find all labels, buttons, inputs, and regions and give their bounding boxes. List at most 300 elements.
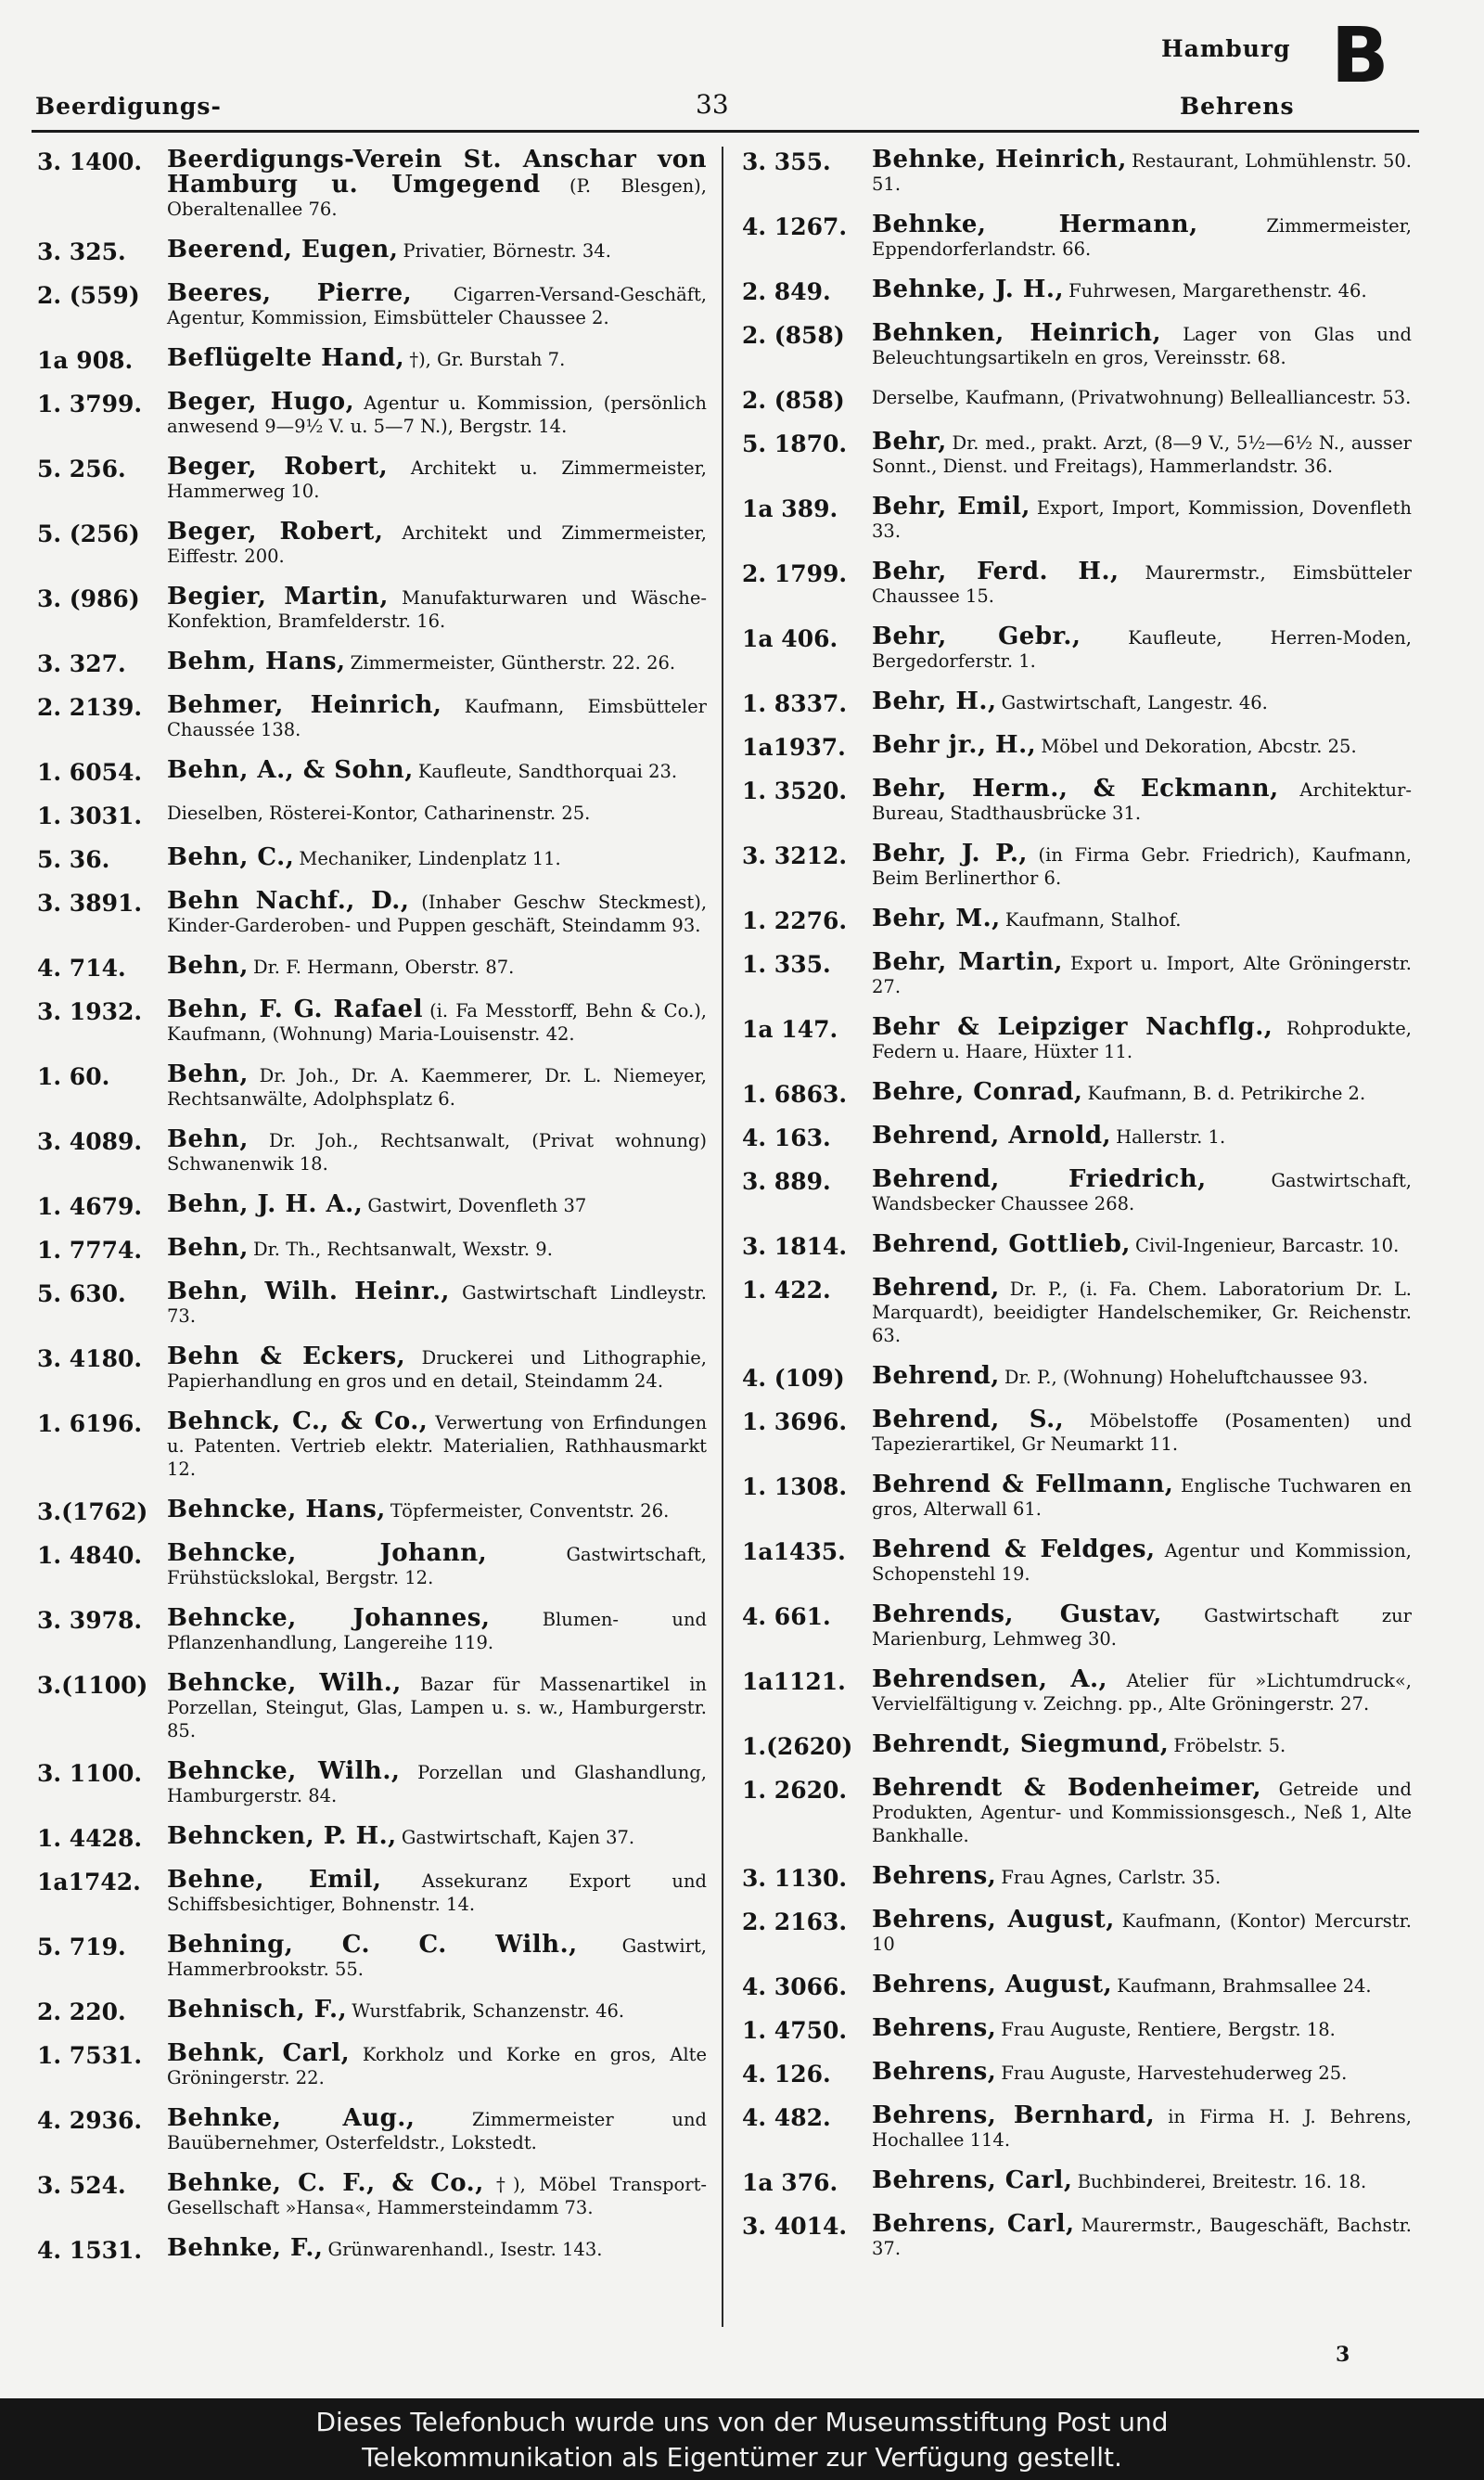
subscriber-details: Porzellan und Glashandlung, Hamburgerstr. 84. [167,1762,707,1806]
directory-entry [37,344,707,374]
entry-body [167,756,707,784]
subscriber-details: Gastwirtschaft, Langestr. 46. [1001,692,1268,713]
running-head-city: Hamburg [1161,35,1291,62]
subscriber-name: Behncke, Johannes, [167,1604,491,1632]
entry-body [167,2234,707,2262]
exchange-number: 3. 524. [37,2172,126,2199]
subscriber-details: Dieselben, Rösterei-Kontor, Catharinenstr. 25. [167,803,591,824]
directory-entry [742,2101,1412,2152]
directory-entry [742,625,1412,674]
entry-body [872,777,1412,826]
directory-entry [37,2039,707,2090]
subscriber-details: Cigarren-Versand-Geschäft, Agentur, Kommission, Eimsbütteler Chaussee 2. [167,284,707,328]
subscriber-details: Rohprodukte, Federn u. Haare, Hüxter 11. [872,1018,1412,1062]
entry-body [872,1730,1412,1758]
directory-entry [37,1345,707,1394]
subscriber-details: Architekt u. Zimmermeister, Hammerweg 10. [167,457,707,502]
subscriber-details: Atelier für »Lichtumdruck«, Vervielfältigung v. Zeichng. pp., Alte Gröningerstr. 27. [872,1670,1412,1715]
directory-entry [742,1774,1412,1848]
exchange-number: 3. (986) [37,585,140,612]
entry-body [872,687,1412,715]
subscriber-details: Zimmermeister, Güntherstr. 22. 26. [350,652,676,674]
footer-line-1: Dieses Telefonbuch wurde uns von der Museumsstiftung Post und [315,2407,1169,2437]
right-column [742,148,1412,2261]
subscriber-name: Behnk, Carl, [167,2039,351,2067]
directory-entry [742,777,1412,826]
entry-body [872,1600,1412,1651]
page-number: 33 [696,89,729,120]
subscriber-name: Behnke, F., [167,2234,324,2262]
subscriber-details: Dr. Th., Rechtsanwalt, Wexstr. 9. [252,1239,553,1260]
entry-body [167,803,707,826]
exchange-number: 1. 7774. [37,1237,143,1264]
entry-body [167,843,707,871]
exchange-number: 1. 422. [742,1277,831,1304]
directory-entry [37,238,707,265]
directory-entry [37,1498,707,1525]
directory-entry [37,843,707,873]
subscriber-name: Behrend, S., [872,1406,1065,1433]
directory-entry [37,1757,707,1808]
directory-entry [742,2058,1412,2088]
left-column [37,148,707,2264]
subscriber-name: Behrendsen, A., [872,1665,1108,1693]
entry-body [872,1862,1412,1890]
entry-body [167,344,707,372]
subscriber-name: Behr jr., H., [872,731,1037,759]
running-head-right: Behrens [1180,93,1295,120]
entry-body [872,1078,1412,1106]
directory-entry [37,1866,707,1917]
exchange-number: 1. 335. [742,951,831,978]
subscriber-name: Behncken, P. H., [167,1822,397,1850]
subscriber-details: Hallerstr. 1. [1116,1126,1226,1148]
subscriber-name: Behr, Herm., & Eckmann, [872,775,1279,803]
directory-entry [37,1060,707,1112]
directory-entry [37,520,707,569]
subscriber-details: Assekuranz Export und Schiffsbesichtiger, Bohnenstr. 14. [167,1870,707,1915]
subscriber-details: Wurstfabrik, Schanzenstr. 46. [352,2000,625,2022]
exchange-number: 4. (109) [742,1365,845,1392]
entry-body [872,1230,1412,1258]
directory-entry [37,691,707,742]
directory-entry [37,887,708,938]
subscriber-name: Behn, Wilh. Heinr., [167,1278,450,1305]
subscriber-name: Beflügelte Hand, [167,344,405,372]
directory-entry [37,1669,707,1743]
directory-entry [37,1190,707,1220]
subscriber-details: (in Firma Gebr. Friedrich), Kaufmann, Beim Berlinerthor 6. [872,844,1412,889]
subscriber-name: Begier, Martin, [167,583,389,610]
directory-entry [742,1600,1412,1651]
subscriber-details: Fuhrwesen, Margarethenstr. 46. [1068,280,1367,302]
subscriber-details: Kaufleute, Sandthorquai 23. [417,761,678,782]
directory-entry [742,2210,1412,2261]
exchange-number: 1. 1308. [742,1473,848,1500]
entry-body [167,1604,708,1655]
subscriber-details: Blumen- und Pflanzenhandlung, Langereihe 119. [167,1609,708,1653]
exchange-number: 1. 3031. [37,803,143,829]
entry-body [167,1125,707,1176]
subscriber-details: Druckerei und Lithographie, Papierhandlung en gros und en detail, Steindamm 24. [167,1347,707,1392]
subscriber-name: Behrens, [872,2014,997,2042]
exchange-number: 1. 2276. [742,907,848,934]
subscriber-name: Behr, J. P., [872,840,1028,867]
entry-body [872,1124,1412,1150]
exchange-number: 3. 355. [742,148,831,175]
subscriber-name: Behrends, Gustav, [872,1600,1162,1628]
entry-body [167,279,707,330]
subscriber-name: Beger, Hugo, [167,388,355,416]
entry-body [167,388,707,439]
exchange-number: 3. 1932. [37,998,143,1025]
exchange-number: 3. 1400. [37,148,143,175]
subscriber-details: Zimmermeister und Bauübernehmer, Osterfeldstr., Lokstedt. [167,2109,707,2153]
column-divider [722,147,723,2327]
exchange-number: 5. 256. [37,456,126,482]
entry-body [167,1498,707,1523]
subscriber-details: Dr. med., prakt. Arzt, (8—9 V., 5½—6½ N., ausser Sonnt., Dienst. und Freitags), Hammerlandstr. 36. [872,432,1412,477]
exchange-number: 1. 6863. [742,1081,848,1108]
entry-body [872,2058,1412,2086]
subscriber-details: Kaufmann, Stalhof. [1004,909,1182,931]
entry-body [167,1757,707,1808]
subscriber-details: Gastwirtschaft zur Marienburg, Lehmweg 30. [872,1605,1412,1650]
exchange-number: 3. 1100. [37,1760,143,1787]
directory-entry [742,1973,1412,2000]
exchange-number: 1.(2620) [742,1733,853,1760]
exchange-number: 4. 1531. [37,2237,143,2264]
directory-entry [742,1408,1412,1457]
subscriber-name: Behrend & Fellmann, [872,1471,1174,1498]
subscriber-name: Behnck, C., & Co., [167,1407,429,1435]
subscriber-name: Behnke, C. F., & Co., [167,2169,484,2197]
subscriber-details: Mechaniker, Lindenplatz 11. [299,848,561,869]
subscriber-details: Frau Auguste, Rentiere, Bergstr. 18. [1001,2019,1336,2040]
subscriber-details: Export, Import, Kommission, Dovenfleth 33. [872,497,1412,542]
subscriber-name: Behn, C., [167,843,295,871]
subscriber-name: Behrens, Bernhard, [872,2101,1156,2129]
entry-body [872,495,1412,544]
footer-line-2: Telekommunikation als Eigentümer zur Verfügung gestellt. [362,2442,1122,2473]
directory-entry [742,213,1412,262]
directory-entry [37,952,707,982]
directory-entry [742,1078,1412,1108]
subscriber-name: Beeres, Pierre, [167,279,413,307]
directory-entry [37,585,707,634]
entry-body [167,1234,707,1262]
exchange-number: 5. 1870. [742,430,848,457]
exchange-number: 1a 406. [742,625,838,652]
entry-body [872,2101,1412,2152]
subscriber-name: Behm, Hans, [167,648,346,675]
exchange-number: 1. 3520. [742,777,848,804]
corner-number: 3 [1336,2343,1350,2367]
subscriber-name: Behrens, August, [872,1906,1115,1934]
subscriber-name: Behn Nachf., D., [167,887,410,915]
entry-body [167,650,707,675]
entry-body [872,2166,1412,2194]
subscriber-details: Bazar für Massenartikel in Porzellan, Steingut, Glas, Lampen u. s. w., Hamburgerstr. 85. [167,1674,707,1741]
footer-notice [0,2398,1484,2480]
subscriber-name: Behrend, Gottlieb, [872,1230,1131,1258]
subscriber-name: Beerend, Eugen, [167,236,399,263]
exchange-number: 1a 908. [37,347,134,374]
subscriber-name: Behn, [167,952,249,980]
subscriber-name: Behncke, Johann, [167,1539,488,1567]
exchange-number: 2. 2163. [742,1908,848,1935]
entry-body [872,907,1412,932]
subscriber-details: Gastwirt, Hammerbrookstr. 55. [167,1935,707,1980]
directory-entry [742,1665,1412,1716]
entry-body [872,1774,1412,1848]
subscriber-name: Behr, Gebr., [872,623,1081,650]
subscriber-name: Behn, J. H. A., [167,1190,364,1218]
subscriber-details: Export u. Import, Alte Gröningerstr. 27. [872,953,1412,997]
subscriber-name: Behrens, Carl, [872,2210,1075,2238]
subscriber-name: Behmer, Heinrich, [167,691,442,719]
subscriber-details: Verwertung von Erfindungen u. Patenten. Vertrieb elektr. Materialien, Rathhausmarkt 12. [167,1412,707,1480]
subscriber-name: Behrens, Carl, [872,2166,1073,2194]
subscriber-details: Agentur u. Kommission, (persönlich anwesend 9—9½ V. u. 5—7 N.), Bergstr. 14. [167,392,707,437]
exchange-number: 1. 4428. [37,1825,143,1852]
exchange-number: 3. 1130. [742,1865,848,1892]
subscriber-name: Behrens, August, [872,1971,1113,1998]
subscriber-details: Architekt und Zimmermeister, Eiffestr. 200. [167,522,707,567]
directory-entry [742,1230,1412,1260]
directory-entry [742,1362,1412,1392]
subscriber-name: Behr & Leipziger Nachflg., [872,1013,1273,1041]
exchange-number: 1a 376. [742,2169,838,2196]
exchange-number: 2. 220. [37,1998,126,2025]
subscriber-name: Behnke, Hermann, [872,211,1198,238]
subscriber-name: Behn, [167,1060,249,1088]
exchange-number: 5. 36. [37,846,110,873]
subscriber-name: Behne, Emil, [167,1866,382,1894]
subscriber-details: Möbelstoffe (Posamenten) und Tapezierartikel, Gr Neumarkt 11. [872,1410,1412,1455]
subscriber-name: Behr, H., [872,687,997,715]
entry-body [167,2169,707,2220]
entry-body [167,1669,707,1743]
subscriber-details: Privatier, Börnestr. 34. [403,240,611,262]
entry-body [872,213,1412,262]
directory-entry [37,388,707,439]
subscriber-details: Zimmermeister, Eppendorferlandstr. 66. [872,215,1412,260]
subscriber-details: Manufakturwaren und Wäsche-Konfektion, Bramfelderstr. 16. [167,587,707,632]
entry-body [872,1013,1412,1064]
entry-body [872,430,1412,479]
entry-body [872,1538,1412,1587]
entry-body [167,2104,707,2155]
entry-body [872,2014,1412,2042]
directory-entry [37,1280,707,1329]
subscriber-details: Maurermstr., Baugeschäft, Bachstr. 37. [872,2215,1412,2259]
exchange-number: 1a1121. [742,1668,846,1695]
subscriber-name: Behn & Eckers, [167,1343,406,1370]
entry-body [872,1908,1412,1957]
directory-entry [37,998,707,1047]
exchange-number: 5. (256) [37,520,140,547]
exchange-number: 3. 3891. [37,890,143,917]
subscriber-name: Behn, [167,1125,249,1153]
subscriber-details: Kaufmann, (Kontor) Mercurstr. 10 [872,1910,1412,1955]
subscriber-details: Dr. P., (Wohnung) Hoheluftchaussee 93. [1004,1367,1369,1388]
directory-entry [742,1274,1412,1348]
subscriber-name: Behrend & Feldges, [872,1536,1156,1563]
subscriber-details: Dr. F. Hermann, Oberstr. 87. [252,957,515,978]
entry-body [167,952,707,980]
directory-entry [37,2169,707,2220]
subscriber-details: Kaufleute, Herren-Moden, Bergedorferstr. 1. [872,627,1413,672]
entry-body [167,148,707,222]
exchange-number: 1. 4679. [37,1193,143,1220]
entry-body [167,1866,707,1917]
subscriber-details: Restaurant, Lohmühlenstr. 50. 51. [872,150,1412,195]
exchange-number: 3.(1100) [37,1672,148,1699]
subscriber-name: Behnisch, F., [167,1996,348,2024]
entry-body [872,148,1412,197]
directory-entry [742,495,1412,544]
subscriber-details: Kaufmann, Brahmsallee 24. [1117,1975,1372,1997]
exchange-number: 1a1937. [742,734,846,761]
subscriber-details: Gastwirtschaft, Frühstückslokal, Bergstr. 12. [167,1544,707,1588]
exchange-number: 3. 1814. [742,1233,848,1260]
subscriber-name: Behrens, [872,1862,997,1890]
subscriber-details: Frau Auguste, Harvestehuderweg 25. [1001,2062,1348,2084]
exchange-number: 1. 8337. [742,690,848,717]
exchange-number: 4. 2936. [37,2107,143,2134]
subscriber-name: Behn, F. G. Rafael [167,996,424,1023]
entry-body [872,1408,1412,1457]
subscriber-details: Grünwarenhandl., Isestr. 143. [327,2239,603,2260]
directory-entry [742,387,1412,414]
entry-body [167,585,707,634]
entry-body [167,2039,707,2090]
subscriber-details: Frau Agnes, Carlstr. 35. [1001,1867,1222,1888]
exchange-number: 1. 3799. [37,391,143,418]
directory-entry [37,1125,707,1176]
exchange-number: 3. 889. [742,1168,831,1195]
exchange-number: 1a 389. [742,495,838,522]
subscriber-name: Behre, Conrad, [872,1078,1083,1106]
exchange-number: 3. 3212. [742,842,848,869]
subscriber-details: Gastwirtschaft, Kajen 37. [401,1827,635,1848]
subscriber-name: Behn, [167,1234,249,1262]
subscriber-name: Behrend, Arnold, [872,1122,1112,1150]
directory-entry [742,278,1412,305]
exchange-number: 3. 3978. [37,1607,143,1634]
directory-entry [742,842,1412,891]
subscriber-name: Behncke, Hans, [167,1496,386,1523]
exchange-number: 1a1435. [742,1538,846,1565]
directory-entry [742,1862,1412,1892]
subscriber-details: Fröbelstr. 5. [1173,1735,1286,1756]
exchange-number: 1a1742. [37,1869,141,1895]
directory-entry [742,1538,1412,1587]
subscriber-name: Behr, Emil, [872,493,1030,520]
directory-entry [742,1013,1412,1064]
exchange-number: 2. 849. [742,278,831,305]
exchange-number: 2. (858) [742,322,845,349]
entry-body [872,1165,1412,1216]
exchange-number: 1. 60. [37,1063,110,1090]
directory-entry [742,687,1412,717]
directory-entry [742,907,1412,934]
directory-entry [37,1998,707,2025]
exchange-number: 1. 3696. [742,1408,848,1435]
subscriber-details: in Firma H. J. Behrens, Hochallee 114. [872,2106,1412,2151]
entry-body [872,625,1412,674]
subscriber-details: (Inhaber Geschw Steckmest), Kinder-Garderoben- und Puppen geschäft, Steindamm 93. [167,892,708,936]
subscriber-details: Civil-Ingenieur, Barcastr. 10. [1135,1235,1400,1256]
entry-body [872,1274,1412,1348]
directory-entry [742,319,1412,370]
exchange-number: 1. 4840. [37,1542,143,1569]
directory-entry [742,148,1412,197]
subscriber-details: Derselbe, Kaufmann, (Privatwohnung) Bellealliancestr. 53. [872,387,1412,408]
subscriber-name: Beger, Robert, [167,518,384,546]
exchange-number: 4. 482. [742,2104,831,2131]
subscriber-details: Maurermstr., Eimsbütteler Chaussee 15. [872,562,1413,607]
exchange-number: 3. 4180. [37,1345,143,1372]
subscriber-details: Gastwirtschaft, Wandsbecker Chaussee 268. [872,1170,1412,1214]
directory-entry [37,279,707,330]
directory-entry [37,2234,707,2264]
subscriber-details: Gastwirtschaft Lindleystr. 73. [167,1282,707,1327]
subscriber-details: Dr. Joh., Rechtsanwalt, (Privat wohnung) Schwanenwik 18. [167,1130,707,1175]
subscriber-details: Dr. P., (i. Fa. Chem. Laboratorium Dr. L. Marquardt), beeidigter Handelschemiker, Gr. Reichenstr. 63. [872,1279,1412,1346]
directory-entry [742,1730,1412,1760]
entry-body [872,560,1412,609]
subscriber-details: Kaufmann, Eimsbütteler Chaussée 138. [167,696,707,740]
subscriber-details: Kaufmann, B. d. Petrikirche 2. [1087,1083,1366,1104]
exchange-number: 5. 719. [37,1934,126,1960]
exchange-number: 3. 327. [37,650,126,677]
subscriber-name: Behr, Ferd. H., [872,558,1119,585]
directory-entry [37,453,707,504]
exchange-number: 3. 4014. [742,2213,848,2240]
exchange-number: 4. 1267. [742,213,848,240]
exchange-number: 1. 6196. [37,1410,143,1437]
subscriber-name: Behn, A., & Sohn, [167,756,414,784]
directory-entry [742,731,1412,761]
directory-entry [37,1539,707,1590]
exchange-number: 3. 325. [37,238,126,265]
subscriber-name: Behrend, [872,1362,1000,1390]
running-head-left: Beerdigungs- [35,93,222,120]
subscriber-name: Behrend, [872,1274,1000,1302]
directory-entry [742,1124,1412,1151]
exchange-number: 2. (559) [37,282,140,309]
exchange-number: 4. 714. [37,955,126,982]
exchange-number: 1. 2620. [742,1777,848,1804]
subscriber-details: †), Gr. Burstah 7. [409,349,566,370]
subscriber-details: Englische Tuchwaren en gros, Alterwall 61. [872,1475,1412,1520]
directory-entry [37,803,707,829]
exchange-number: 4. 126. [742,2061,831,2088]
subscriber-details: Getreide und Produkten, Agentur- und Kommissionsgesch., Neß 1, Alte Bankhalle. [872,1779,1412,1846]
exchange-number: 2. 2139. [37,694,143,721]
entry-body [872,2210,1412,2261]
directory-entry [37,1822,707,1852]
subscriber-name: Behnke, Heinrich, [872,146,1127,173]
entry-body [167,998,707,1047]
directory-entry [37,1604,708,1655]
directory-entry [37,1407,707,1482]
entry-body [872,387,1412,410]
entry-body [167,1822,707,1850]
exchange-number: 1. 4750. [742,2017,848,2044]
